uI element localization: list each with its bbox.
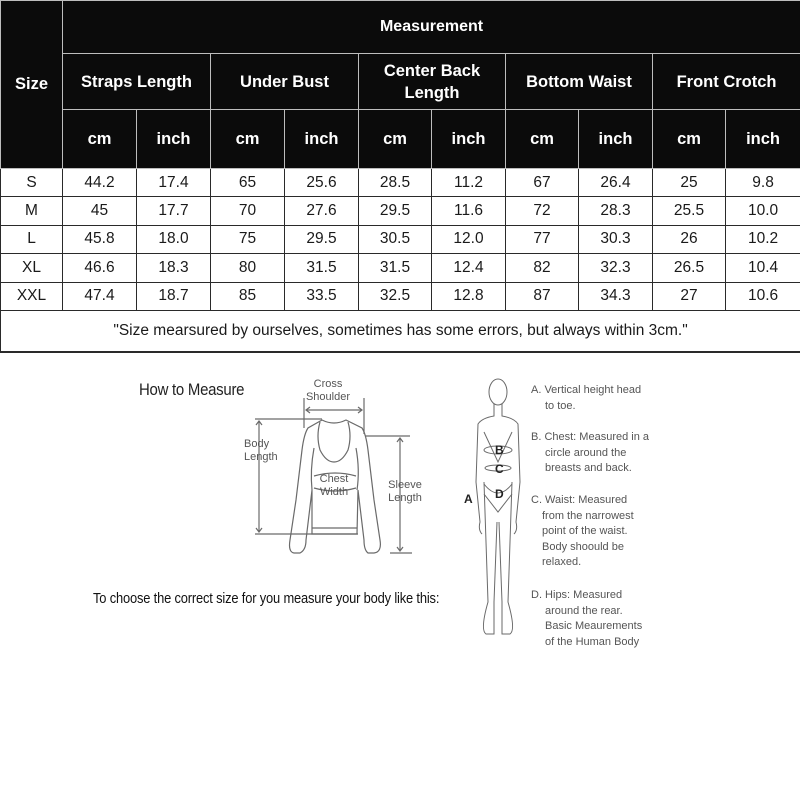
- value-cell: 28.5: [359, 169, 432, 197]
- legend-d-cont: Basic Meaurements: [545, 620, 643, 632]
- legend-a-cont: to toe.: [545, 399, 576, 412]
- value-cell: 18.0: [137, 225, 211, 253]
- cross-shoulder-line2: Shoulder: [305, 391, 351, 403]
- size-chart-table: [0, 0, 800, 353]
- value-cell: 70: [211, 197, 285, 225]
- center-back-length-header: [359, 54, 506, 110]
- unit-cm-header: cm: [211, 110, 285, 169]
- size-cell: M: [1, 197, 63, 225]
- table-row: [1, 197, 800, 225]
- value-cell: 29.5: [285, 225, 359, 253]
- note-row: [1, 310, 800, 352]
- chest-width-line1: Chest: [319, 473, 349, 485]
- sleeve-length-label: [386, 479, 424, 505]
- value-cell: 26.5: [653, 254, 726, 282]
- legend-item-d: [531, 588, 642, 650]
- value-cell: 25: [653, 169, 726, 197]
- chest-width-line2: Width: [319, 486, 349, 498]
- table-row: [1, 254, 800, 282]
- chest-width-label: [316, 473, 352, 499]
- value-cell: 10.6: [726, 282, 800, 310]
- value-cell: 32.5: [359, 282, 432, 310]
- body-letter-c: C: [495, 462, 504, 476]
- body-letter-a: A: [464, 492, 473, 506]
- value-cell: 34.3: [579, 282, 653, 310]
- value-cell: 32.3: [579, 254, 653, 282]
- legend-c-cont: point of the waist.: [542, 525, 628, 537]
- value-cell: 17.4: [137, 169, 211, 197]
- value-cell: 17.7: [137, 197, 211, 225]
- cross-shoulder-line1: Cross: [313, 378, 343, 390]
- header-row-units: [1, 110, 800, 169]
- legend-d-line: D. Hips: Measured: [531, 589, 623, 601]
- header-row-columns: [1, 54, 800, 110]
- value-cell: 26: [653, 225, 726, 253]
- unit-cm-header: cm: [63, 110, 137, 169]
- value-cell: 46.6: [63, 254, 137, 282]
- front-crotch-header: Front Crotch: [653, 54, 800, 110]
- value-cell: 10.2: [726, 225, 800, 253]
- unit-cm-header: cm: [506, 110, 579, 169]
- value-cell: 30.5: [359, 225, 432, 253]
- value-cell: 25.6: [285, 169, 359, 197]
- body-length-line2: Length: [244, 451, 278, 463]
- legend-c-cont: relaxed.: [542, 556, 582, 568]
- cross-shoulder-label: [304, 378, 352, 404]
- value-cell: 12.4: [432, 254, 506, 282]
- value-cell: 10.0: [726, 197, 800, 225]
- unit-cm-header: cm: [359, 110, 432, 169]
- value-cell: 27.6: [285, 197, 359, 225]
- measurement-group-header: Measurement: [63, 1, 800, 54]
- value-cell: 11.6: [432, 197, 506, 225]
- value-cell: 77: [506, 225, 579, 253]
- legend-b-cont: circle around the: [545, 446, 627, 459]
- value-cell: 75: [211, 225, 285, 253]
- size-cell: XL: [1, 254, 63, 282]
- table-row: [1, 169, 800, 197]
- unit-inch-header: inch: [432, 110, 506, 169]
- value-cell: 72: [506, 197, 579, 225]
- value-cell: 67: [506, 169, 579, 197]
- value-cell: 82: [506, 254, 579, 282]
- value-cell: 18.7: [137, 282, 211, 310]
- value-cell: 26.4: [579, 169, 653, 197]
- header-row-group: [1, 1, 800, 54]
- value-cell: 25.5: [653, 197, 726, 225]
- legend-a-line: A. Vertical height head: [531, 384, 642, 396]
- legend-item-c: [531, 493, 634, 571]
- value-cell: 10.4: [726, 254, 800, 282]
- body-letter-b: B: [495, 443, 504, 457]
- body-length-line1: Body: [244, 438, 270, 450]
- value-cell: 12.8: [432, 282, 506, 310]
- legend-item-b: [531, 430, 649, 477]
- how-to-measure-title: How to Measure: [139, 380, 245, 399]
- value-cell: 45: [63, 197, 137, 225]
- value-cell: 33.5: [285, 282, 359, 310]
- unit-inch-header: inch: [579, 110, 653, 169]
- value-cell: 12.0: [432, 225, 506, 253]
- table-row: [1, 282, 800, 310]
- value-cell: 9.8: [726, 169, 800, 197]
- legend-c-line: C. Waist: Measured: [531, 494, 628, 506]
- value-cell: 31.5: [359, 254, 432, 282]
- sleeve-length-line2: Length: [388, 492, 422, 504]
- instruction-text: To choose the correct size for you measure your body like this:: [93, 590, 440, 607]
- legend-d-cont: of the Human Body: [545, 635, 640, 648]
- legend-b-cont: breasts and back.: [545, 462, 632, 474]
- value-cell: 11.2: [432, 169, 506, 197]
- disclaimer-note: "Size mearsured by ourselves, sometimes has some errors, but always within 3cm.": [1, 310, 800, 352]
- legend-item-a: [531, 383, 641, 414]
- unit-cm-header: cm: [653, 110, 726, 169]
- value-cell: 29.5: [359, 197, 432, 225]
- size-cell: S: [1, 169, 63, 197]
- legend-b-line: B. Chest: Measured in a: [531, 431, 650, 443]
- center-back-length-label: Center Back Length: [383, 61, 481, 102]
- size-cell: L: [1, 225, 63, 253]
- value-cell: 30.3: [579, 225, 653, 253]
- legend-c-cont: from the narrowest: [542, 509, 634, 522]
- value-cell: 47.4: [63, 282, 137, 310]
- value-cell: 44.2: [63, 169, 137, 197]
- legend-c-cont: Body shoould be: [542, 540, 624, 553]
- table-row: [1, 225, 800, 253]
- under-bust-header: Under Bust: [211, 54, 359, 110]
- size-column-header: Size: [1, 1, 63, 169]
- value-cell: 80: [211, 254, 285, 282]
- unit-inch-header: inch: [726, 110, 800, 169]
- body-figure-diagram: [470, 372, 530, 642]
- body-length-label: [244, 438, 278, 464]
- value-cell: 28.3: [579, 197, 653, 225]
- value-cell: 85: [211, 282, 285, 310]
- body-letter-d: D: [495, 487, 504, 501]
- value-cell: 87: [506, 282, 579, 310]
- legend-d-cont: around the rear.: [545, 604, 623, 617]
- sleeve-length-line1: Sleeve: [388, 479, 422, 491]
- bottom-waist-header: Bottom Waist: [506, 54, 653, 110]
- size-cell: XXL: [1, 282, 63, 310]
- value-cell: 45.8: [63, 225, 137, 253]
- value-cell: 31.5: [285, 254, 359, 282]
- value-cell: 65: [211, 169, 285, 197]
- straps-length-header: Straps Length: [63, 54, 211, 110]
- unit-inch-header: inch: [137, 110, 211, 169]
- value-cell: 27: [653, 282, 726, 310]
- unit-inch-header: inch: [285, 110, 359, 169]
- value-cell: 18.3: [137, 254, 211, 282]
